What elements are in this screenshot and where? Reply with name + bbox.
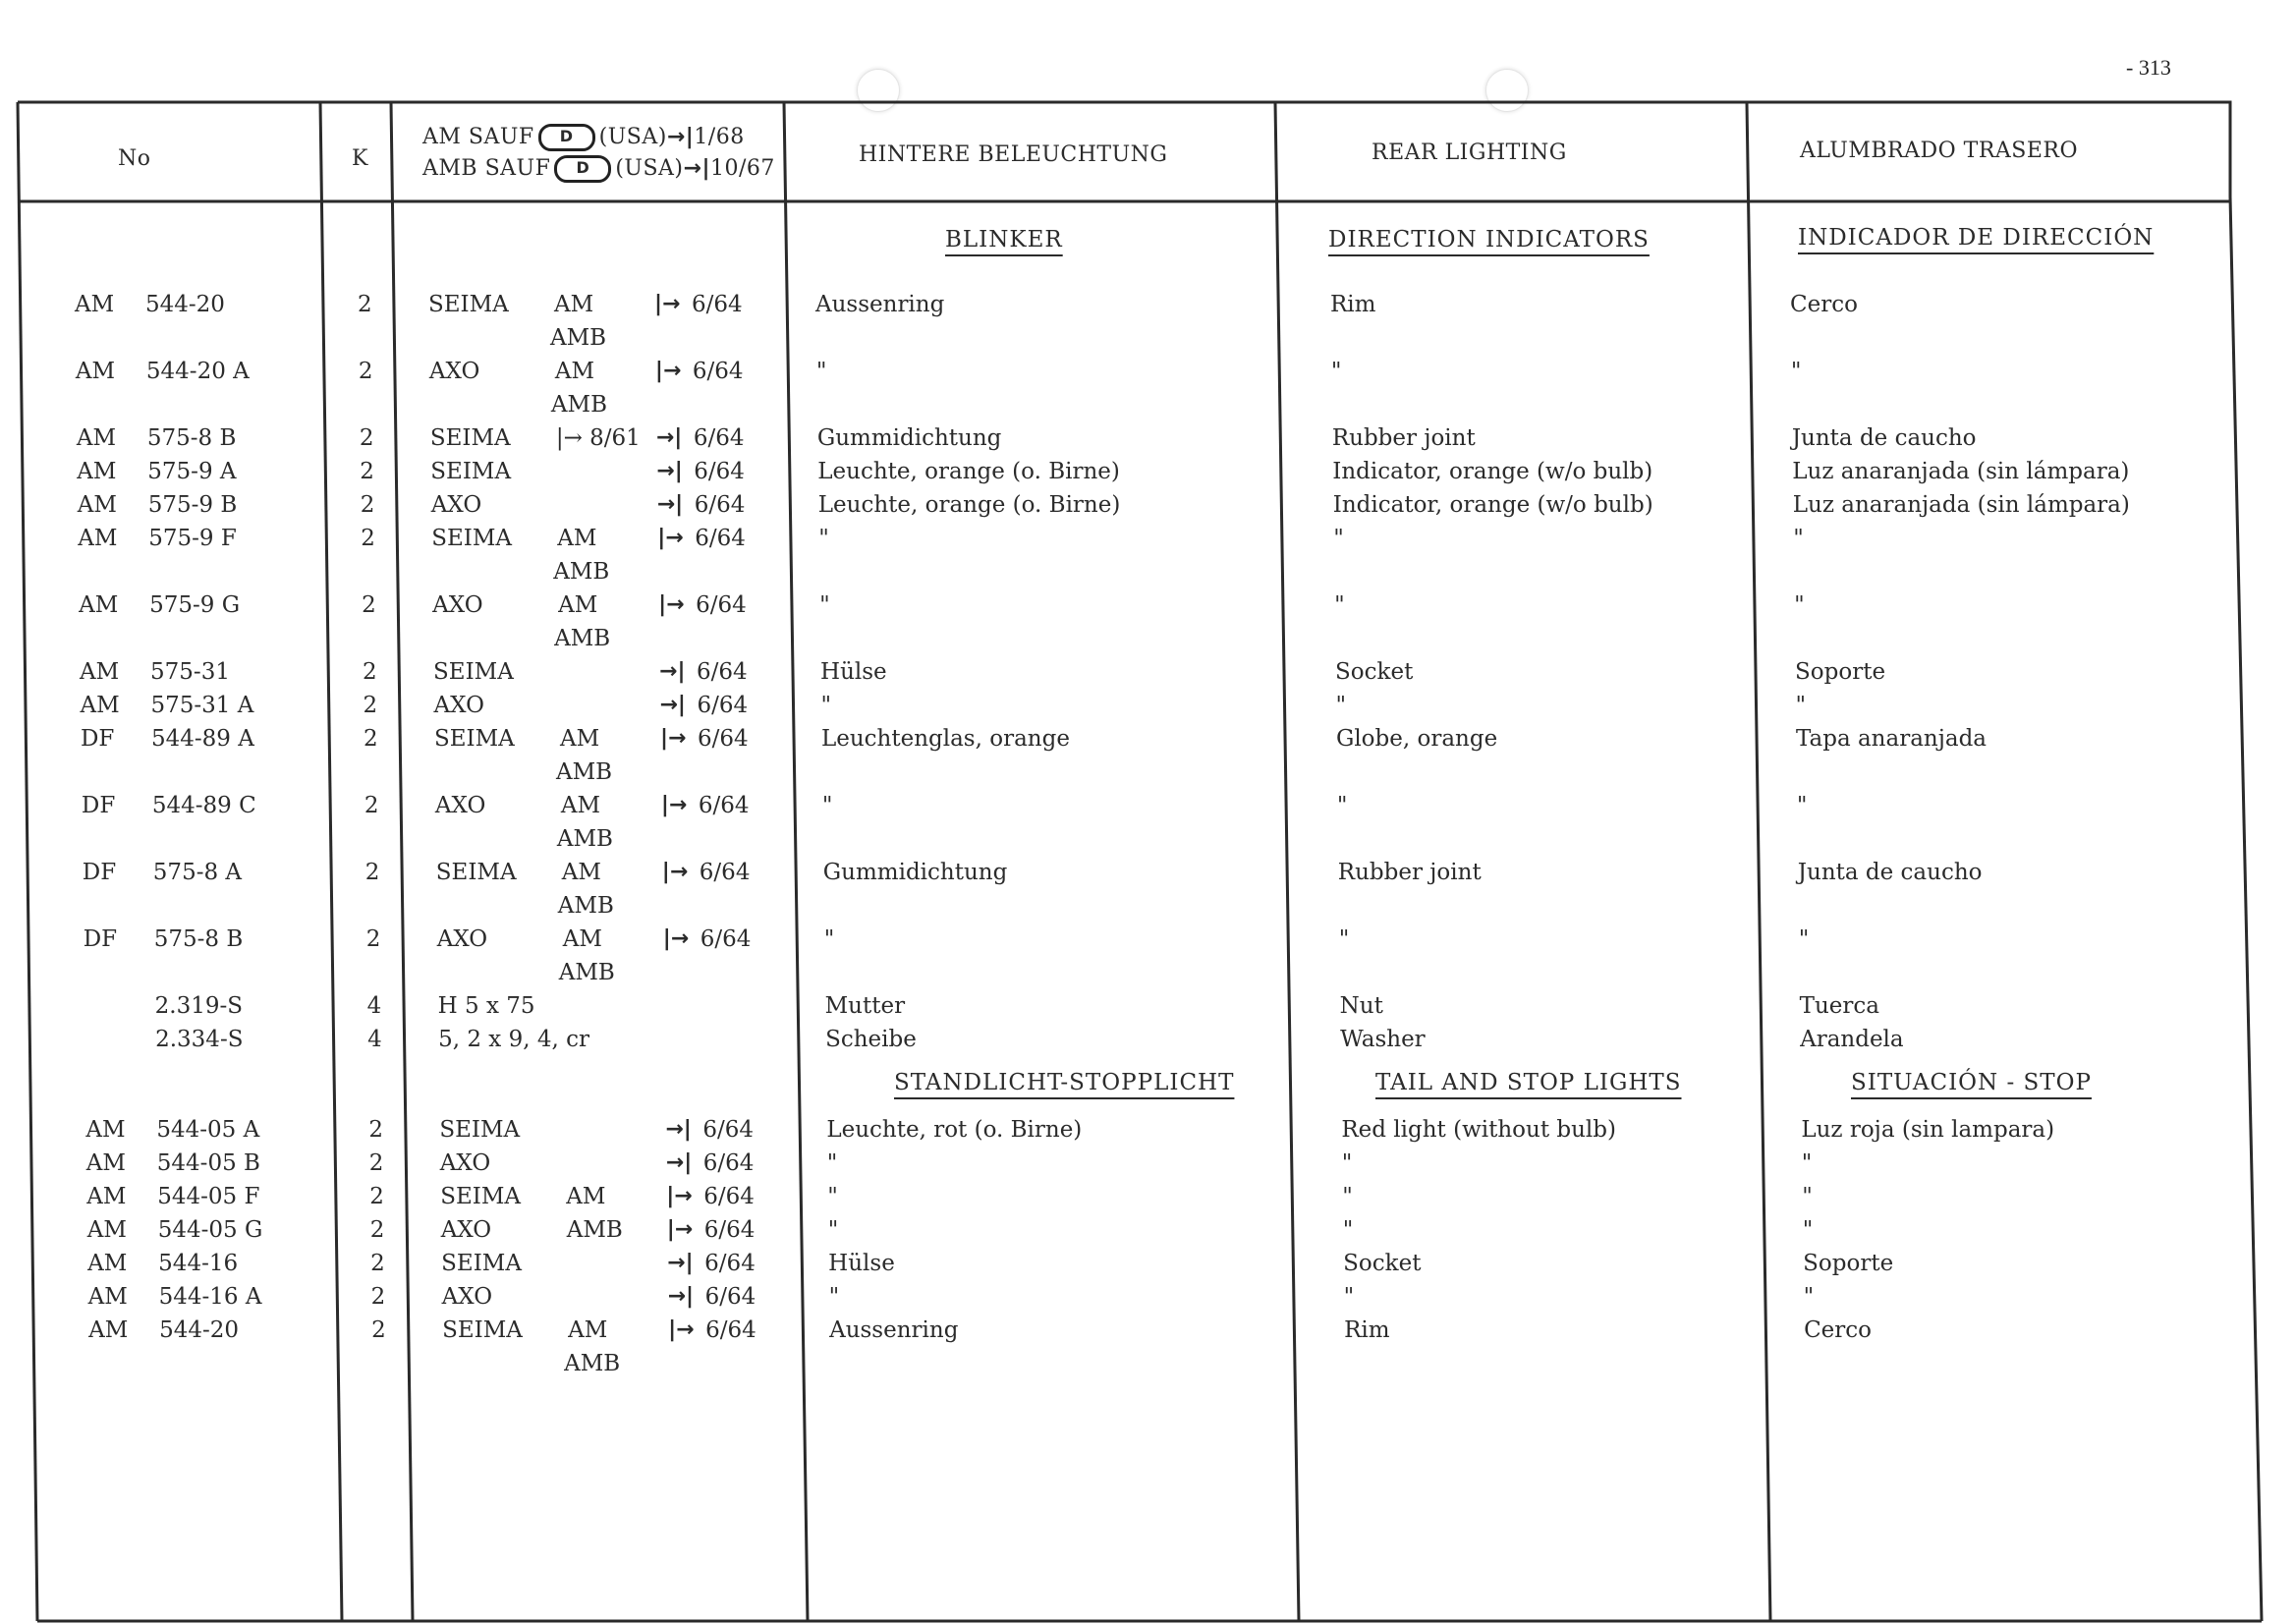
description-de: " (827, 1184, 838, 1209)
supplier: SEIMA (442, 1317, 523, 1343)
description-de: Leuchte, orange (o. Birne) (817, 459, 1120, 484)
part-prefix: AM (88, 1317, 129, 1343)
effective-date: 6/64 (697, 693, 749, 718)
part-prefix: AM (87, 1284, 128, 1310)
description-de: " (821, 793, 833, 818)
quantity-k: 2 (369, 1184, 384, 1209)
description-en: " (1341, 1150, 1353, 1176)
country-badge-icon: D (538, 124, 595, 151)
part-prefix: AM (85, 1117, 126, 1143)
description-en: Nut (1339, 993, 1383, 1019)
description-en: Socket (1343, 1251, 1422, 1276)
header-no: No (118, 146, 151, 171)
description-es: " (1802, 1184, 1813, 1209)
description-es: Soporte (1795, 659, 1886, 685)
model-applicability-2: AMB (549, 325, 607, 351)
effective-date: 6/64 (705, 1317, 756, 1343)
part-prefix: AM (85, 1150, 126, 1176)
description-es: " (1801, 1150, 1813, 1176)
vin-line1-suffix: (USA) (598, 125, 667, 149)
effective-date: 6/64 (703, 1217, 756, 1243)
supplier: SEIMA (441, 1251, 522, 1276)
supplier: SEIMA (431, 526, 512, 551)
description-es: Tuerca (1799, 993, 1879, 1019)
vin-line2-prefix: AMB SAUF (422, 156, 551, 181)
part-number: 575-31 A (150, 693, 254, 718)
quantity-k: 2 (359, 425, 374, 451)
supplier: SEIMA (433, 726, 515, 752)
effective-date: 6/64 (702, 1117, 754, 1143)
description-es: Luz roja (sin lampara) (1801, 1117, 2055, 1143)
description-es: Arandela (1800, 1027, 1904, 1052)
date-arrow-icon: →| (656, 459, 683, 483)
model-applicability: AM (557, 526, 597, 551)
effective-date: 6/64 (703, 1184, 755, 1209)
part-number: 544-20 (159, 1317, 240, 1343)
part-prefix: DF (83, 926, 118, 952)
section-title-en: DIRECTION INDICATORS (1328, 227, 1650, 252)
quantity-k: 2 (370, 1284, 386, 1310)
section-title-es: SITUACIÓN - STOP (1851, 1070, 2092, 1095)
quantity-k: 2 (360, 459, 374, 484)
description-de: Aussenring (814, 292, 945, 317)
supplier: AXO (430, 492, 482, 518)
model-applicability: AM (562, 926, 602, 952)
quantity-k: 2 (360, 492, 375, 518)
header-spanish: ALUMBRADO TRASERO (1800, 139, 2079, 163)
quantity-k: 2 (364, 793, 379, 818)
part-prefix: AM (77, 492, 117, 518)
part-number: 544-89 C (151, 793, 256, 818)
model-applicability-2: AMB (555, 759, 613, 785)
date-arrow-icon: →| (659, 659, 686, 684)
date-arrow-icon: →| (667, 1284, 695, 1309)
part-number: 544-16 A (158, 1284, 262, 1310)
description-de: Hülse (820, 659, 887, 685)
part-prefix: AM (79, 592, 119, 618)
model-applicability: AM (561, 860, 601, 885)
effective-date: 6/64 (693, 425, 745, 451)
description-en: Washer (1340, 1027, 1426, 1052)
model-applicability-2: AMB (553, 559, 610, 585)
description-es: Soporte (1803, 1251, 1894, 1276)
description-en: " (1343, 1284, 1355, 1310)
supplier: SEIMA (433, 659, 514, 685)
part-number: 575-8 B (146, 425, 237, 451)
supplier: AXO (432, 592, 483, 618)
description-de: Gummidichtung (822, 860, 1008, 885)
header-vin-line1 (422, 124, 745, 151)
part-prefix: DF (80, 726, 115, 752)
date-arrow-icon: |→ (666, 1184, 693, 1208)
date-arrow-icon: |→ (659, 726, 687, 751)
effective-date: 6/64 (704, 1251, 756, 1276)
description-es: Cerco (1789, 292, 1858, 317)
page-number: - 313 (2126, 55, 2171, 80)
section-title-de: BLINKER (945, 227, 1063, 252)
description-en: Indicator, orange (w/o bulb) (1332, 492, 1653, 518)
description-en: " (1335, 693, 1347, 718)
part-number: 544-89 A (150, 726, 254, 752)
description-es: " (1803, 1284, 1815, 1310)
description-de: " (818, 526, 829, 551)
part-prefix: AM (77, 459, 117, 484)
section-title-de: STANDLICHT-STOPPLICHT (894, 1070, 1235, 1095)
description-en: Rubber joint (1331, 425, 1476, 451)
part-prefix: AM (87, 1251, 128, 1276)
part-prefix: AM (75, 359, 116, 384)
effective-date: 6/64 (692, 359, 744, 384)
vin-line1-prefix: AM SAUF (422, 125, 534, 149)
description-es: " (1796, 793, 1808, 818)
quantity-k: 2 (357, 292, 372, 317)
arrow-stop-icon: →| (666, 125, 695, 149)
date-arrow-icon: →| (655, 425, 683, 450)
description-en: Rim (1344, 1317, 1390, 1343)
supplier: 5, 2 x 9, 4, cr (438, 1027, 589, 1052)
description-es: " (1794, 592, 1805, 618)
part-number: 544-05 B (156, 1150, 260, 1176)
effective-date: 6/64 (695, 526, 746, 551)
quantity-k: 2 (369, 1217, 385, 1243)
section-title-en: TAIL AND STOP LIGHTS (1375, 1070, 1682, 1095)
header-german: HINTERE BELEUCHTUNG (859, 142, 1168, 167)
part-number: 544-05 A (156, 1117, 260, 1143)
part-prefix: DF (81, 793, 116, 818)
quantity-k: 2 (361, 526, 375, 551)
part-number: 575-9 B (147, 492, 238, 518)
date-arrow-icon: |→ (653, 292, 681, 316)
vin-line1-date: 1/68 (694, 125, 745, 149)
effective-date: 6/64 (697, 726, 749, 752)
description-de: Leuchtenglas, orange (820, 726, 1070, 752)
supplier: SEIMA (439, 1117, 521, 1143)
part-prefix: AM (80, 659, 120, 685)
description-en: Rubber joint (1337, 860, 1482, 885)
supplier: AXO (441, 1284, 493, 1310)
effective-date: 6/64 (699, 860, 751, 885)
part-number: 544-05 F (157, 1184, 260, 1209)
arrow-stop-icon: →| (683, 156, 710, 181)
date-arrow-icon: →| (659, 693, 686, 717)
date-arrow-icon: |→ (660, 793, 688, 817)
supplier: AXO (434, 793, 486, 818)
part-number: 575-8 A (152, 860, 243, 885)
effective-date: 6/64 (698, 793, 750, 818)
model-applicability: AM (553, 292, 594, 317)
description-de: " (820, 693, 832, 718)
description-de: Leuchte, orange (o. Birne) (817, 492, 1121, 518)
header-english: REAR LIGHTING (1372, 140, 1567, 165)
description-de: " (828, 1284, 840, 1310)
quantity-k: 2 (362, 592, 376, 618)
description-es: Junta de caucho (1797, 860, 1983, 885)
effective-date: 6/64 (691, 292, 743, 317)
description-de: Hülse (828, 1251, 895, 1276)
description-en: Rim (1329, 292, 1376, 317)
supplier: AXO (428, 359, 480, 384)
description-de: Scheibe (825, 1027, 917, 1052)
date-arrow-icon: →| (656, 492, 684, 517)
quantity-k: 2 (363, 726, 378, 752)
description-es: " (1795, 693, 1807, 718)
date-arrow-icon: |→ (661, 860, 689, 884)
description-de: " (819, 592, 830, 618)
quantity-k: 2 (364, 860, 380, 885)
part-prefix: AM (86, 1217, 127, 1243)
description-en: Socket (1335, 659, 1414, 685)
effective-date: 6/64 (702, 1150, 755, 1176)
quantity-k: 2 (368, 1117, 383, 1143)
model-applicability: |→ 8/61 (555, 425, 641, 451)
date-arrow-icon: |→ (666, 1217, 694, 1242)
date-arrow-icon: →| (667, 1251, 694, 1275)
part-prefix: AM (86, 1184, 127, 1209)
description-en: " (1338, 926, 1350, 952)
supplier: AXO (440, 1217, 492, 1243)
model-applicability: AM (559, 726, 600, 752)
model-applicability: AM (568, 1317, 608, 1343)
model-applicability-2: AMB (564, 1351, 621, 1376)
part-prefix: AM (78, 526, 118, 551)
description-de: " (826, 1150, 838, 1176)
description-en: " (1342, 1184, 1353, 1209)
quantity-k: 2 (365, 926, 381, 952)
header-vin-line2 (422, 155, 775, 183)
model-applicability-2: AMB (550, 392, 607, 418)
part-number: 2.319-S (154, 993, 243, 1019)
description-de: Gummidichtung (816, 425, 1002, 451)
description-de: " (827, 1217, 839, 1243)
effective-date: 6/64 (704, 1284, 756, 1310)
header-k: K (352, 146, 368, 171)
description-en: " (1330, 359, 1342, 384)
description-es: " (1802, 1217, 1814, 1243)
quantity-k: 2 (363, 693, 378, 718)
description-es: Luz anaranjada (sin lámpara) (1792, 492, 2130, 518)
description-es: " (1790, 359, 1802, 384)
model-applicability-2: AMB (558, 960, 615, 985)
part-number: 544-20 A (145, 359, 250, 384)
date-arrow-icon: |→ (654, 359, 682, 383)
part-prefix: DF (82, 860, 117, 885)
effective-date: 6/64 (700, 926, 752, 952)
description-en: " (1336, 793, 1348, 818)
date-arrow-icon: →| (665, 1117, 692, 1142)
supplier: AXO (433, 693, 484, 718)
description-de: Leuchte, rot (o. Birne) (826, 1117, 1083, 1143)
part-number: 575-31 (150, 659, 230, 685)
model-applicability: AM (566, 1184, 606, 1209)
description-en: Globe, orange (1335, 726, 1498, 752)
description-es: Luz anaranjada (sin lámpara) (1792, 459, 2130, 484)
effective-date: 6/64 (694, 492, 746, 518)
quantity-k: 2 (370, 1251, 385, 1276)
vin-line2-date: 10/67 (709, 156, 775, 181)
quantity-k: 4 (366, 993, 382, 1019)
quantity-k: 4 (367, 1027, 382, 1052)
date-arrow-icon: |→ (658, 592, 685, 617)
model-applicability: AMB (566, 1217, 623, 1243)
part-number: 544-05 G (157, 1217, 263, 1243)
part-number: 544-20 (144, 292, 225, 317)
part-prefix: AM (76, 425, 116, 451)
description-es: " (1793, 526, 1804, 551)
date-arrow-icon: |→ (668, 1317, 695, 1342)
part-number: 544-16 (158, 1251, 239, 1276)
model-applicability-2: AMB (554, 626, 611, 651)
part-number: 575-8 B (153, 926, 244, 952)
supplier: AXO (436, 926, 488, 952)
model-applicability: AM (560, 793, 601, 818)
part-number: 575-9 G (149, 592, 241, 618)
description-en: " (1334, 592, 1345, 618)
quantity-k: 2 (358, 359, 373, 384)
supplier: SEIMA (427, 292, 509, 317)
model-applicability: AM (554, 359, 595, 384)
effective-date: 6/64 (694, 459, 745, 484)
description-de: " (823, 926, 835, 952)
effective-date: 6/64 (696, 592, 747, 618)
effective-date: 6/64 (697, 659, 748, 685)
model-applicability-2: AMB (557, 893, 614, 919)
date-arrow-icon: |→ (657, 526, 684, 550)
description-en: " (1333, 526, 1344, 551)
date-arrow-icon: →| (665, 1150, 693, 1175)
description-en: Red light (without bulb) (1341, 1117, 1616, 1143)
part-prefix: AM (74, 292, 115, 317)
part-prefix: AM (80, 693, 120, 718)
supplier: SEIMA (435, 860, 517, 885)
description-de: Mutter (824, 993, 906, 1019)
description-es: Tapa anaranjada (1795, 726, 1988, 752)
country-badge-icon: D (554, 155, 611, 183)
description-en: Indicator, orange (w/o bulb) (1332, 459, 1653, 484)
quantity-k: 2 (368, 1150, 384, 1176)
supplier: H 5 x 75 (437, 993, 535, 1019)
part-number: 575-9 A (147, 459, 237, 484)
model-applicability-2: AMB (556, 826, 613, 852)
part-number: 2.334-S (155, 1027, 244, 1052)
description-de: " (815, 359, 827, 384)
section-title-es: INDICADOR DE DIRECCIÓN (1798, 225, 2155, 251)
description-es: " (1798, 926, 1810, 952)
description-de: Aussenring (829, 1317, 959, 1343)
supplier: SEIMA (440, 1184, 522, 1209)
part-number: 575-9 F (148, 526, 237, 551)
quantity-k: 2 (363, 659, 377, 685)
supplier: SEIMA (430, 459, 512, 484)
vin-line2-suffix: (USA) (615, 156, 684, 181)
date-arrow-icon: |→ (662, 926, 690, 951)
quantity-k: 2 (371, 1317, 386, 1343)
supplier: SEIMA (429, 425, 511, 451)
supplier: AXO (439, 1150, 491, 1176)
description-es: Junta de caucho (1791, 425, 1977, 451)
model-applicability: AM (558, 592, 598, 618)
description-es: Cerco (1804, 1317, 1873, 1343)
description-en: " (1342, 1217, 1354, 1243)
